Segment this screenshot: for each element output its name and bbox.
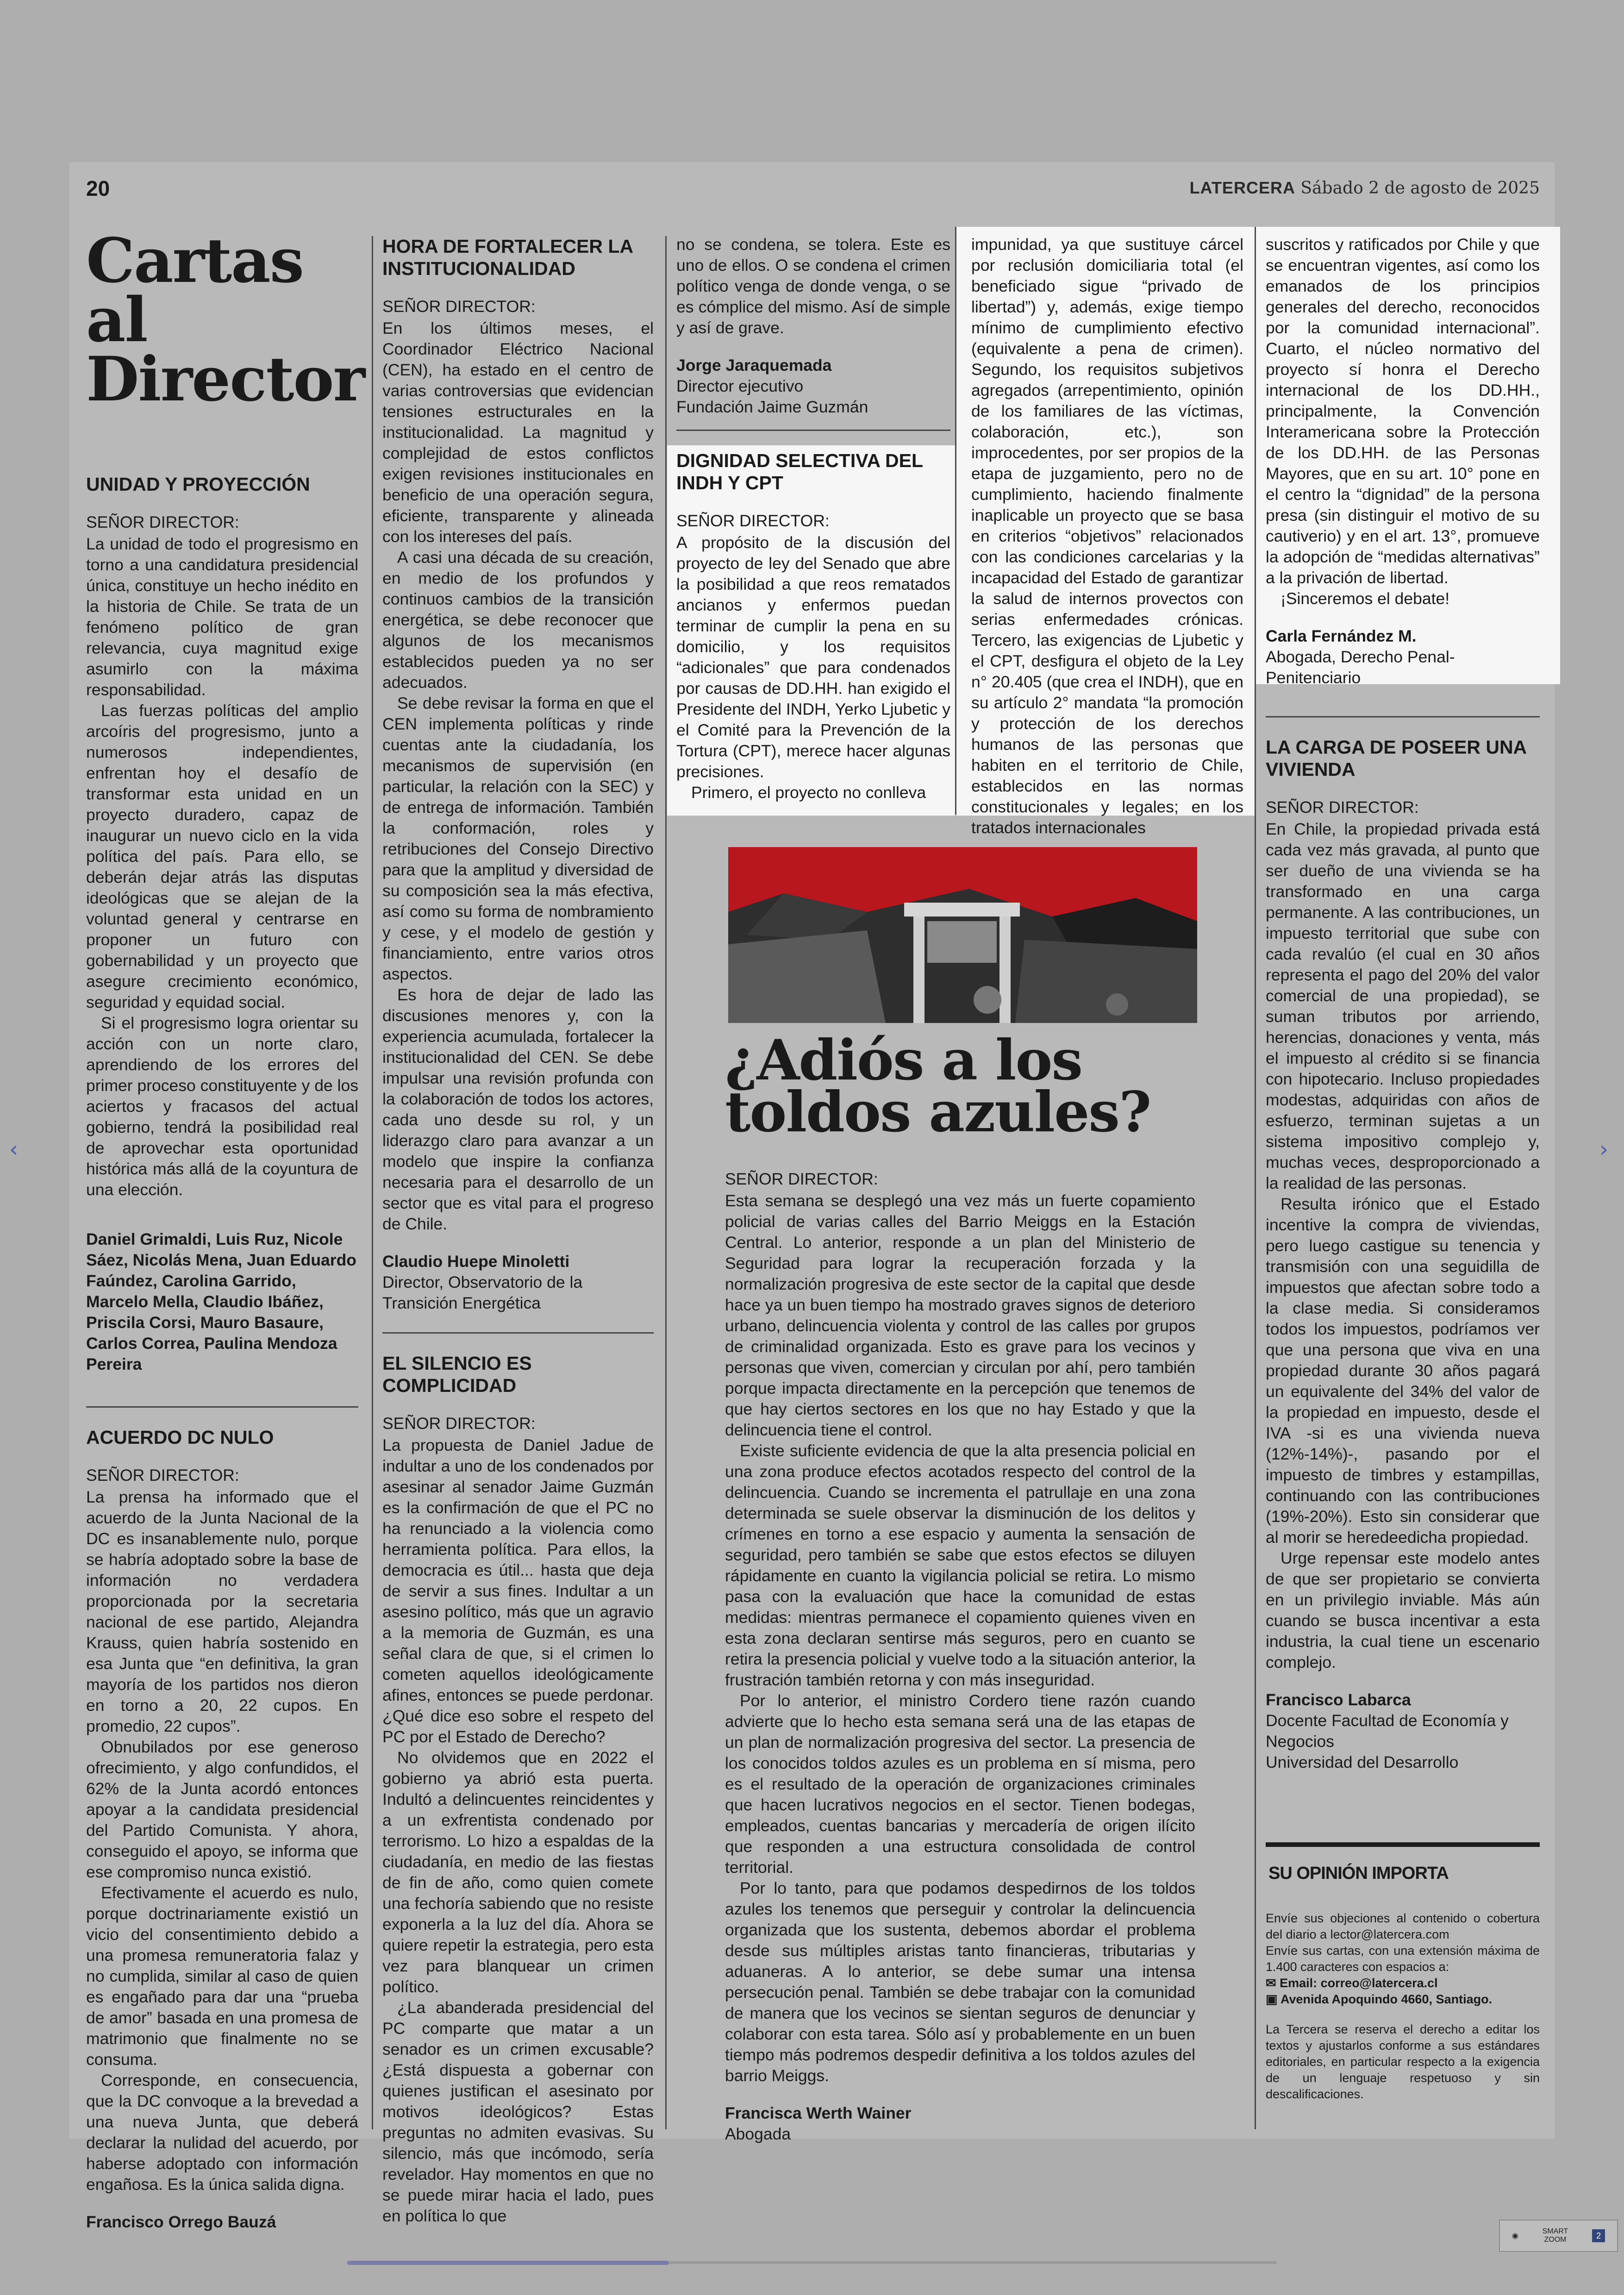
paragraph: ¿La abanderada presidencial del PC comparte que matar a un senador es un crimen excusable? ¿Está dispuesta a gobernar con quienes justifican el asesinato por motivos ideológicos? Estas preguntas no admiten evasivas. Su silencio, más que incómodo, sería revelador. Hay momentos en que no se puede mirar hacia el lado, pues en política lo que [382,1998,654,2225]
salutation: SEÑOR DIRECTOR: [86,513,239,531]
column-4 [971,234,1243,838]
letter-headline: UNIDAD Y PROYECCIÓN [86,474,310,495]
masthead-date: Sábado 2 de agosto de 2025 [1300,179,1540,198]
opinion-disclaimer: La Tercera se reserva el derecho a editar los textos y ajustarlos conforme a sus estándares editoriales, en particular respecto a la exigencia de un lenguaje respetuoso y sin descalificaciones. [1266,2022,1540,2101]
salutation: SEÑOR DIRECTOR: [1266,798,1419,817]
opinion-line: Envíe sus cartas, con una extensión máxima de 1.400 caracteres con espacios a: [1266,1944,1540,1974]
divider [676,430,950,431]
section-title: Cartas al Director [86,225,365,415]
paragraph: Urge repensar este modelo antes de que ser propietario se convierta en un privilegio inviable. Más aún cuando se busca incentivar a esta industria, la cual tiene un escenario complejo. [1266,1549,1540,1671]
paragraph: Si el progresismo logra orientar su acción con un norte claro, aprendiendo de los errores del primer proceso constituyente y de los aciertos y fracasos del actual gobierno, tendrá la posibilidad real de aprovechar esta oportunidad histórica más allá de la coyuntura de una elección. [86,1014,359,1199]
smart-zoom-label: SMART ZOOM [1542,2227,1568,2244]
zoom-level-badge: 2 [1592,2229,1605,2242]
paragraph: La propuesta de Daniel Jadue de indultar a uno de los condenados por asesinar al senador Jaime Guzmán es la confirmación de que el PC no ha renunciado a la violencia como herramienta política. Para ellos, la democracia es útil... hasta que deja de servir a sus fines. Indultar a un asesino político, más que un agravio a la memoria de Guzmán, es una señal clara de que, si el crimen lo cometen aquellos ideológicamente afines, entonces se puede perdonar. ¿Qué dice eso sobre el respeto del PC por el Estado de Derecho? [382,1436,654,1746]
next-page-arrow[interactable]: › [1599,1136,1609,1162]
paragraph: suscritos y ratificados por Chile y que se encuentran vigentes, así como los emanados de los principios generales del derecho, reconocidos por la comunidad internacional”. Cuarto, el núcleo normativo del proyecto sí honra el Derecho internacional de los DD.HH., principalmente, la Convención Interamericana sobre la Protección de los DD.HH. de las Personas Mayores, que en su art. 10° pone en el centro la “dignidad” de la persona presa (sin distinguir el motivo de su cautiverio) y en el art. 13°, promueve la adopción de “medidas alternativas” a la privación de libertad. [1266,235,1540,587]
letter-signature: Carla Fernández M. [1266,627,1417,645]
column-2 [382,235,654,2226]
divider-thick [1266,1842,1540,1847]
letter-signature: Claudio Huepe Minoletti [382,1252,570,1271]
divider [382,1332,654,1334]
letter-role: Abogada [725,2125,791,2143]
column-rule [665,236,667,2129]
letter-role: Abogada, Derecho Penal-Penitenciario [1266,648,1455,687]
paragraph: Resulta irónico que el Estado incentive la compra de viviendas, pero luego castigue su tenencia y transmisión con una seguidilla de impuestos que afectan sobre todo a la clase media. Si consideramos todos los impuestos, podríamos ver que una persona que viva en una propiedad durante 30 años pagará un equivalente del 34% del valor de la propiedad en impuesto, desde el IVA -si es una vivienda nueva (12%-14%)-, pasando por el impuesto de timbres y estampillas, continuando con las contribuciones (19%-20%). Esto sin considerar que al morir se heredeedicha propiedad. [1266,1195,1540,1547]
paragraph: Esta semana se desplegó una vez más un fuerte copamiento policial de varias calles del Barrio Meiggs en la Estación Central. Lo anterior, responde a un plan del Ministerio de Seguridad para lograr la recuperación forzada y la normalización progresiva de este sector de la capital que desde hace ya un buen tiempo ha mostrado graves signos de deterioro urbano, delincuencia violenta y control de las calles por grupos de criminalidad organizada. Esto es grave para los vecinos y personas que viven, comercian y circulan por ahí, pero también porque impacta directamente en la percepción que tenemos de que hay ciertos sectores en los que no hay Estado y que la delincuencia tiene el control. [725,1191,1195,1439]
smart-zoom-control[interactable] [1499,2220,1618,2252]
page-number: 20 [86,176,110,200]
paragraph: En los últimos meses, el Coordinador Eléctrico Nacional (CEN), ha estado en el centro de varias controversias que evidencian tensiones estructurales en la institucionalidad. La magnitud y complejidad de estos conflictos exigen revisiones institucionales en beneficio de una operación segura, eficiente, transparente y alineada con los intereses del país. [382,319,654,546]
salutation: SEÑOR DIRECTOR: [382,1414,536,1433]
paragraph: A casi una década de su creación, en medio de los profundos y continuos cambios de la transición energética, se debe reconocer que algunos de los mecanismos establecidos pueden ya no ser adecuados. [382,548,654,692]
letter-signature: Jorge Jaraquemada [676,356,832,374]
salutation: SEÑOR DIRECTOR: [676,511,830,530]
photo-illustration [728,847,1197,1023]
letter-role: Director, Observatorio de la Transición Energética [382,1273,583,1312]
paragraph: La prensa ha informado que el acuerdo de la Junta Nacional de la DC es insanablemente nulo, porque se habría adoptado sobre la base de información no verdadera proporcionada por la secretaria nacional de ese partido, Alejandra Krauss, quien habría sostenido en esa Junta que “en definitiva, la gran mayoría de los partidos nos dieron en torno a 20, 22 cupos. En promedio, 22 cupos”. [86,1488,358,1735]
column-5 [1266,234,1540,2102]
article-title-toldos: ¿Adiós a los toldos azules? [725,1028,1151,1145]
paragraph: Las fuerzas políticas del amplio arcoíris del progresismo, junto a numerosos independientes, enfrentan hoy el desafío de transformar esta unidad en un proyecto duradero, capaz de inaugurar un nuevo ciclo en la vida política del país. Para ello, se deberán dejar atrás las disputas ideológicas que se alejan de la voluntad general y centrarse en proponer un futuro con gobernabilidad y un proyecto que asegure crecimiento económico, seguridad y equidad social. [86,701,358,1011]
column-rule [372,236,373,2129]
column-3 [676,234,950,803]
letter-signature: Francisca Werth Wainer [725,2104,912,2122]
paragraph: Corresponde, en consecuencia, que la DC convoque a la brevedad a una nueva Junta, que deberá declarar la nulidad del acuerdo, por haberse adoptado con información engañosa. Es la única salida digna. [86,2071,358,2194]
letter-role: Fundación Jaime Guzmán [676,398,868,416]
masthead-brand: LATERCERA [1189,178,1295,197]
mailbox-icon: ▣ [1266,1992,1281,2006]
paragraph: no se condena, se tolera. Este es uno de ellos. O se condena el crimen político venga de donde venga, o se es cómplice del mismo. Así de simple y así de grave. [676,235,950,337]
divider [1266,716,1540,717]
paragraph: Obnubilados por ese generoso ofrecimiento, y algo confundidos, el 62% de la Junta acordó entonces apoyar a la candidata presidencial del Partido Comunista. Y ahora, conseguido el apoyo, se informa que ese compromiso nunca existió. [86,1738,358,1881]
paragraph: A propósito de la discusión del proyecto de ley del Senado que abre la posibilidad a que reos rematados ancianos y enfermos puedan terminar de cumplir la pena en su domicilio, y los requisitos “adicionales” que para condenados por causas de DD.HH. han exigido el Presidente del INDH, Yerko Ljubetic y el Comité para la Prevención de la Tortura (CPT), merece hacer algunas precisiones. [676,533,950,781]
letter-role: Director ejecutivo [676,377,804,395]
prev-page-arrow[interactable]: ‹ [9,1136,19,1162]
divider [86,1406,358,1408]
mail-icon: ✉ [1266,1976,1280,1990]
opinion-address: ▣ Avenida Apoquindo 4660, Santiago. [1266,1992,1493,2006]
article-photo-barrio-meiggs [728,847,1197,1023]
letter-signature: Francisco Orrego Bauzá [86,2213,276,2231]
opinion-line: Envíe sus objeciones al contenido o cobertura del diario a lector@latercera.com [1266,1911,1540,1941]
paragraph: Se debe revisar la forma en que el CEN implementa políticas y rinde cuentas ante la ciudadanía, los mecanismos de supervisión (en particular, la relación con la SEC) y de entrega de información. También la conformación, roles y retribuciones del Consejo Directivo para que la amplitud y diversidad de su composición sea la más efectiva, así como su forma de nombramiento y cese, y el modelo de gestión y financiamiento, entre varios otros aspectos. [382,694,654,983]
paragraph: impunidad, ya que sustituye cárcel por reclusión domiciliaria total (el beneficiado sigue “privado de libertad”) y, además, exige tiempo mínimo de cumplimiento efectivo (equivalente a pena de crimen). Segundo, los requisitos subjetivos agregados (arrepentimiento, opinión de los familiares de las víctimas, colaboración, etc.), son improcedentes, por ser propios de la etapa de juzgamiento, pero no de cumplimiento, haciendo finalmente inaplicable un proyecto que se basa en criterios “objetivos” relacionados con las condiciones carcelarias y la incapacidad del Estado de garantizar la salud de internos provectos con serias enfermedades crónicas. Tercero, las exigencias de Ljubetic y el CPT, desfigura el objeto de la Ley n° 20.405 (que crea el INDH), que en su artículo 2° mandata “la promoción y protección de los derechos humanos de las personas que habiten en el territorio de Chile, establecidos en las normas constitucionales y legales; en los tratados internacionales [971,235,1243,837]
page-scrollbar-thumb[interactable] [347,2261,669,2265]
opinion-email: ✉ Email: correo@latercera.cl [1266,1976,1438,1990]
letter-headline: HORA DE FORTALECER LA INSTITUCIONALIDAD [382,236,633,279]
paragraph: Por lo tanto, para que podamos despedirnos de los toldos azules los tenemos que perseguir y controlar la delincuencia organizada que los sustenta, debemos abordar el problema desde sus múltiples aristas tanto financieras, tributarias y aduaneras. A lo anterior, se debe sumar una intensa persecución penal. También se debe trabajar con la comunidad de manera que los vecinos se sientan seguros de denunciar y colaborar con esta tarea. Sólo así y probablemente en un buen tiempo más podremos despedir definitiva a los toldos azules del barrio Meiggs. [725,1879,1195,2085]
paragraph: No olvidemos que en 2022 el gobierno ya abrió esta puerta. Indultó a delincuentes reincidentes y a un exfrentista condenado por terrorismo. Lo hizo a espaldas de la ciudadanía, en medio de las fiestas de fin de año, como quien comete una fechoría sabiendo que no resiste exponerla a la luz del día. Ahora se quiere repetir la estrategia, pero esta vez para blanquear un crimen político. [382,1748,654,1996]
letter-role: Universidad del Desarrollo [1266,1753,1459,1771]
letter-signature: Francisco Labarca [1266,1690,1411,1709]
letter-signature: Daniel Grimaldi, Luis Ruz, Nicole Sáez, Nicolás Mena, Juan Eduardo Faúndez, Carolina Garrido, Marcelo Mella, Claudio Ibáñez, Priscila Corsi, Mauro Basaure, Carlos Correa, Paulina Mendoza Pereira [86,1230,356,1373]
column-rule [1255,227,1256,2129]
salutation: SEÑOR DIRECTOR: [86,1466,239,1484]
letter-headline: LA CARGA DE POSEER UNA VIVIENDA [1266,736,1526,780]
paragraph: ¡Sinceremos el debate! [1280,589,1450,608]
masthead [1190,178,1540,198]
paragraph: En Chile, la propiedad privada está cada vez más gravada, al punto que ser dueño de una vivienda se ha transformado en una carga permanente. A las contribuciones, un impuesto territorial que sube con cada revalúo (el cual en 30 años representa el pago del 20% del valor comercial de una propiedad), se suman tributos por arriendo, herencias, donaciones y venta, más el impuesto al crédito si se financia con hipotecario. Incluso propiedades modestas, adquiridas con años de esfuerzo, terminan sujetas a un sistema impositivo complejo y, muchas veces, desproporcionado a la realidad de las personas. [1266,820,1540,1192]
letter-headline: ACUERDO DC NULO [86,1427,274,1448]
paragraph: Por lo anterior, el ministro Cordero tiene razón cuando advierte que lo hecho esta semana será una de las etapas de un plan de normalización progresiva del sector. La presencia de los conocidos toldos azules es un problema en sí misma, pero es el resultado de la operación de organizaciones criminales que hacen lucrativos negocios en el sector. Tienen bodegas, empleados, cuentas bancarias y mercadería de origen ilícito que responden a una estructura consolidada de control territorial. [725,1691,1195,1877]
column-1 [86,225,365,2233]
paragraph: La unidad de todo el progresismo en torno a una candidatura presidencial única, constituye un hecho inédito en la historia de Chile. Se trata de un fenómeno político de gran relevancia, cuya magnitud exige asumirlo con la máxima responsabilidad. [86,535,358,699]
paragraph: Efectivamente el acuerdo es nulo, porque doctrinariamente existió un vicio del consentimiento debido a una promesa remuneratoria falaz y no cumplida, similar al caso de quien es engañado para dar una “prueba de amor” basada en una promesa de matrimonio que finalmente no se consuma. [86,1883,358,2069]
article-toldos-body [725,1169,1195,2145]
salutation: SEÑOR DIRECTOR: [725,1170,878,1188]
salutation: SEÑOR DIRECTOR: [382,297,536,316]
letter-headline: DIGNIDAD SELECTIVA DEL INDH Y CPT [676,450,923,493]
letter-headline: EL SILENCIO ES COMPLICIDAD [382,1353,532,1396]
column-rule [955,227,956,815]
opinion-box-title: SU OPINIÓN IMPORTA [1268,1864,1449,1883]
letter-role: Docente Facultad de Economía y Negocios [1266,1711,1509,1751]
eye-icon: ◉ [1512,2232,1518,2240]
paragraph: Existe suficiente evidencia de que la alta presencia policial en una zona produce efectos acotados respecto del control de la delincuencia. Cuando se incrementa el patrullaje en una zona determinada se suele observar la disminución de los delitos y crímenes en torno a ese espacio y aumenta la sensación de seguridad, pero también se sabe que estos efectos se diluyen rápidamente en cuanto la vigilancia policial se retira. Lo mismo pasa con la evaluación que hace la comunidad de estas medidas: mientras permanece el copamiento quienes viven en esta zona declaran sentirse más seguros, pero en cuanto se retira la presencia policial y vuelve todo a la situación anterior, la frustración también retorna y con más inseguridad. [725,1441,1195,1689]
paragraph: Primero, el proyecto no conlleva [691,783,926,802]
paragraph: Es hora de dejar de lado las discusiones menores y, con la experiencia acumulada, fortalecer la institucionalidad del CEN. Se debe impulsar una revisión profunda con la colaboración de todos los actores, cada uno desde su rol, y un liderazgo claro para avanzar a un modelo que inspire la confianza necesaria para el desarrollo de un sector que es vital para el progreso de Chile. [382,985,654,1233]
